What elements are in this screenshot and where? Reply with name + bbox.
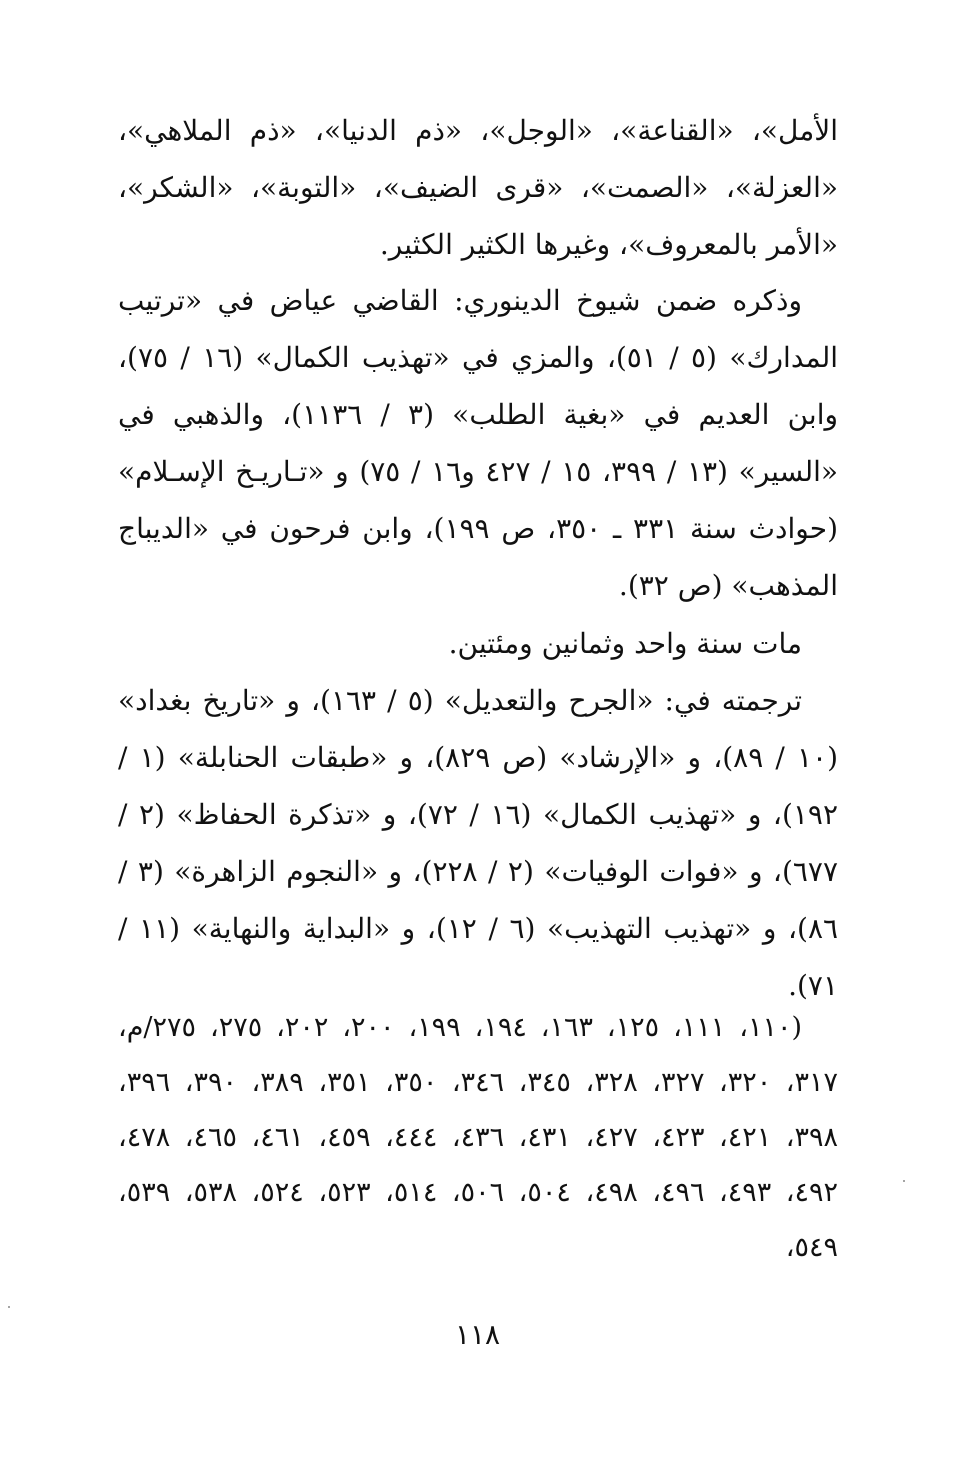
- paragraph-teachers-text: وذكره ضمن شيوخ الدينوري: القاضي عياض في «ترتيب المدارك» (٥ / ٥١)، والمزي في «تهذيب الكمال» (١٦ / ٧٥)، وابن العديم في «بغية الطلب» (٣ / ١١٣٦)، والذهبي في «السير» (١٣ / ٣٩٩، ١٥ / ٤٢٧ و١٦ / ٧٥) و «تـاريـخ الإسـلام» (حوادث سنة ٣٣١ ـ ٣٥٠، ص ١٩٩)، وابن فرحون في «الديباج المذهب» (ص ٣٢).: [118, 284, 839, 602]
- page-number: ١١٨: [454, 1318, 501, 1351]
- paragraph-death-year: [118, 615, 838, 672]
- scan-speck: [8, 1306, 10, 1308]
- reference-numbers-list: [118, 1000, 838, 1275]
- paragraph-biography-sources: [118, 672, 838, 1014]
- paragraph-death-text: مات سنة واحد وثمانين ومئتين.: [448, 627, 802, 660]
- reference-numbers-text: (١١٠، ١١١، ١٢٥، ١٦٣، ١٩٤، ١٩٩، ٢٠٠، ٢٠٢، ٢٧٥، ٢٧٥/م، ٣١٧، ٣٢٠، ٣٢٧، ٣٢٨، ٣٤٥، ٣٤٦، ٣٥٠، ٣٥١، ٣٨٩، ٣٩٠، ٣٩٦، ٣٩٨، ٤٢١، ٤٢٣، ٤٢٧، ٤٣١، ٤٣٦، ٤٤٤، ٤٥٩، ٤٦١، ٤٦٥، ٤٧٨، ٤٩٢، ٤٩٣، ٤٩٦، ٤٩٨، ٥٠٤، ٥٠٦، ٥١٤، ٥٢٣، ٥٢٤، ٥٣٨، ٥٣٩، ٥٤٩،: [118, 1012, 839, 1263]
- paragraph-teachers-sources: [118, 272, 838, 614]
- paragraph-biography-text: ترجمته في: «الجرح والتعديل» (٥ / ١٦٣)، و «تاريخ بغداد» (١٠ / ٨٩)، و «الإرشاد» (ص ٨٢٩)، و «طبقات الحنابلة» (١ / ١٩٢)، و «تهذيب الكمال» (١٦ / ٧٢)، و «تذكرة الحفاظ» (٢ / ٦٧٧)، و «فوات الوفيات» (٢ / ٢٢٨)، و «النجوم الزاهرة» (٣ / ٨٦)، و «تهذيب التهذيب» (٦ / ١٢)، و «البداية والنهاية» (١١ / ٧١).: [118, 684, 839, 1002]
- paragraph-works-list: الأمل»، «القناعة»، «الوجل»، «ذم الدنيا»، «ذم الملاهي»، «العزلة»، «الصمت»، «قرى الضيف»، «التوبة»، «الشكر»، «الأمر بالمعروف»، وغيرها الكثير الكثير.: [118, 114, 838, 261]
- scan-speck: [903, 1180, 905, 1182]
